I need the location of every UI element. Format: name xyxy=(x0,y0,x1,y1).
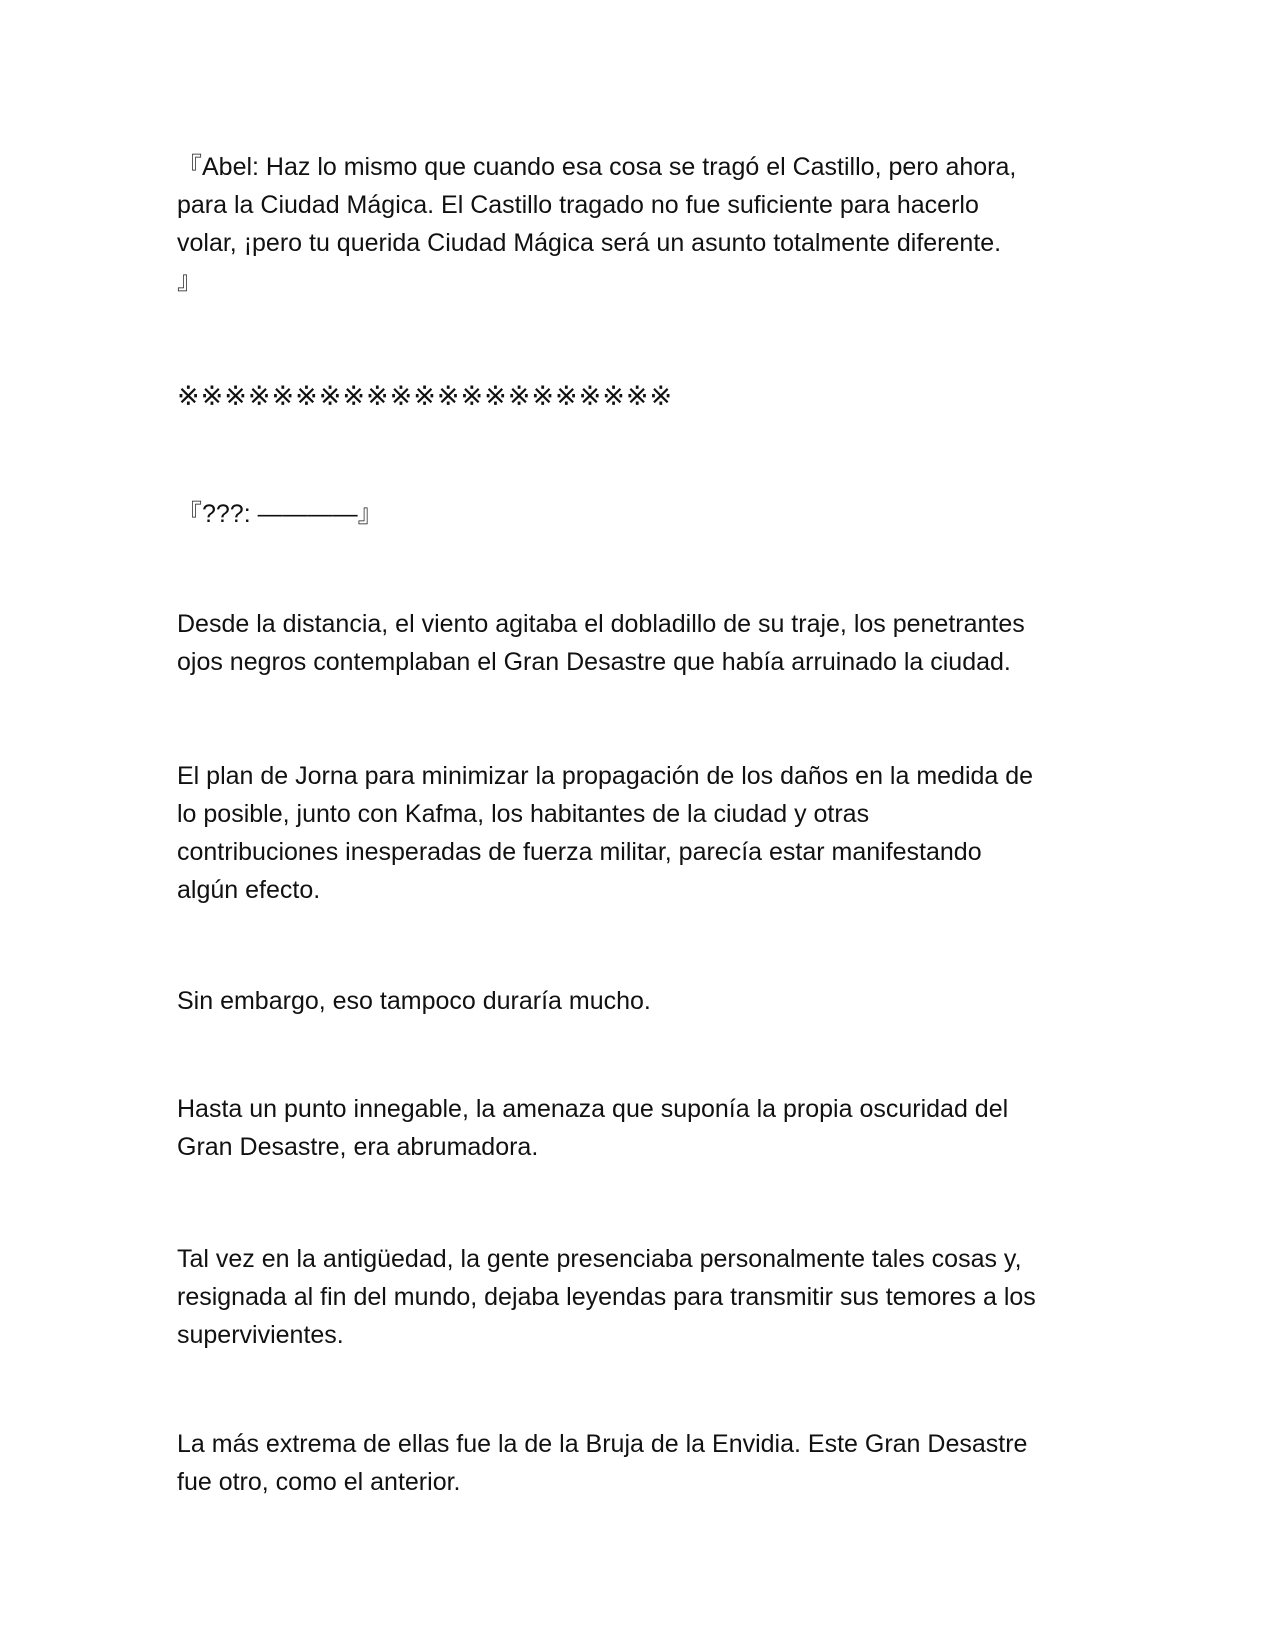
paragraph-2: El plan de Jorna para minimizar la propagación de los daños en la medida de lo posible, junto con Kafma, los habitantes de la ciudad y otras contribuciones inesperadas de fuerza militar, parecía estar manifestando algún efecto. xyxy=(177,762,1034,904)
dialog-abel: 『Abel: Haz lo mismo que cuando esa cosa se tragó el Castillo, pero ahora, para la Ciudad Mágica. El Castillo tragado no fue suficiente para hacerlo volar, ¡pero tu querida Ciudad Mágica será un asunto totalmente diferente. 』 xyxy=(177,153,1017,295)
dialog-unknown: 『???: ――――』 xyxy=(177,500,383,528)
scene-separator: ※※※※※※※※※※※※※※※※※※※※※ xyxy=(177,381,674,412)
paragraph-1: Desde la distancia, el viento agitaba el dobladillo de su traje, los penetrantes ojos negros contemplaban el Gran Desastre que había arruinado la ciudad. xyxy=(177,610,1025,676)
paragraph-4: Hasta un punto innegable, la amenaza que suponía la propia oscuridad del Gran Desastre, era abrumadora. xyxy=(177,1095,1009,1161)
paragraph-6: La más extrema de ellas fue la de la Bruja de la Envidia. Este Gran Desastre fue otro, como el anterior. xyxy=(177,1430,1028,1496)
paragraph-5: Tal vez en la antigüedad, la gente presenciaba personalmente tales cosas y, resignada al fin del mundo, dejaba leyendas para transmitir sus temores a los supervivientes. xyxy=(177,1245,1036,1349)
paragraph-3: Sin embargo, eso tampoco duraría mucho. xyxy=(177,987,651,1015)
